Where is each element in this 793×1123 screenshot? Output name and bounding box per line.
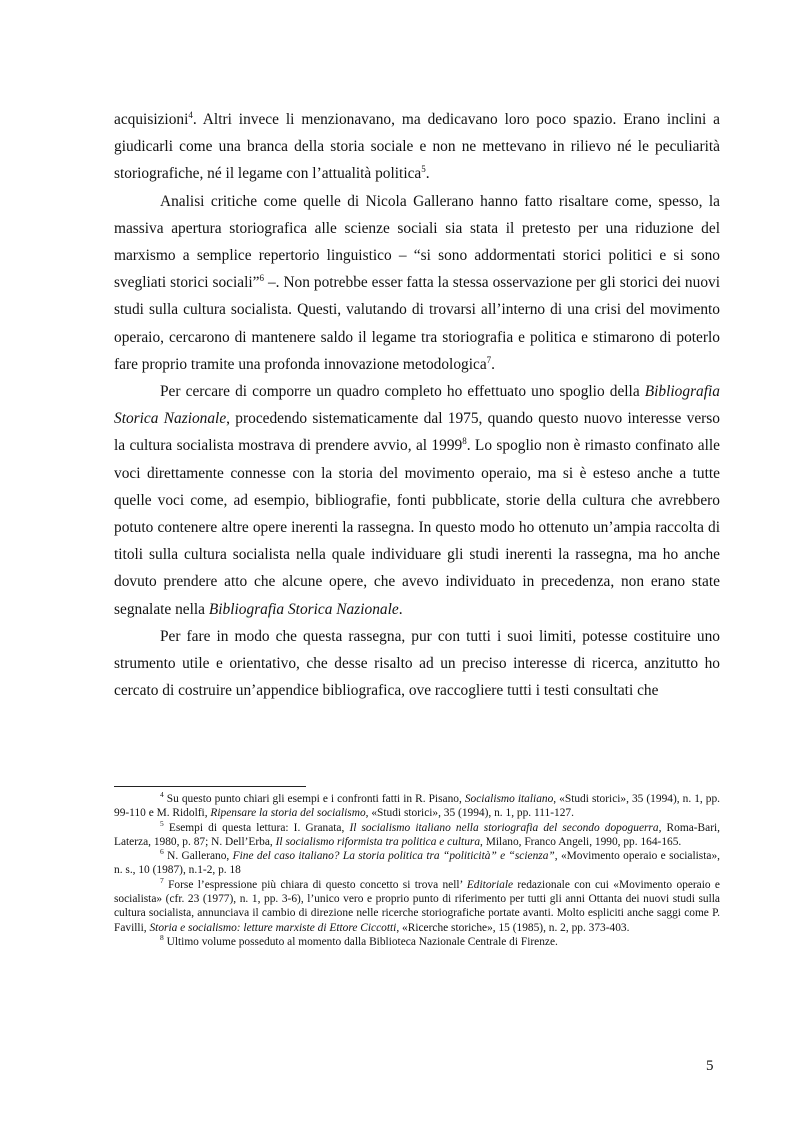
text: acquisizioni <box>114 111 189 128</box>
footnote-5 <box>114 818 720 850</box>
paragraph-3 <box>114 378 720 623</box>
text: Su questo punto chiari gli esempi e i confronti fatti in R. Pisano, <box>163 793 465 805</box>
paragraph-4 <box>114 623 720 705</box>
footnote-number: 8 <box>160 933 164 943</box>
footnote-4 <box>114 792 720 821</box>
italic-title: Bibliografia Storica Nazionale <box>208 600 399 618</box>
italic-title: Il socialismo italiano nella storiografia del secondo dopoguerra <box>349 821 659 834</box>
paragraph-2 <box>114 188 720 378</box>
text: Forse l’espressione più chiara di questo concetto si trova nell’ <box>163 878 467 891</box>
text: . <box>491 355 496 373</box>
text: N. Gallerano, <box>163 850 233 863</box>
text: Esempi di questa lettura: I. Granata, <box>163 821 350 834</box>
text: Analisi critiche come quelle di Nicola Gallerano hanno fatto risaltare come, spesso, la massiva apertura storiografica alle scienze sociali sia stata il pretesto per una riduzione del marxismo a semplice repertorio linguistico – “si sono addormentati storici politici e si sono svegliati storici sociali” <box>114 192 720 292</box>
text: , Milano, Franco Angeli, 1990, pp. 164-165. <box>480 835 682 848</box>
italic-title: Ripensare la storia del socialismo <box>210 807 366 820</box>
italic-title: Storia e socialismo: letture marxiste di Ettore Ciccotti <box>149 921 397 934</box>
text: , Roma-Bari, Laterza, 1980, p. 87; N. Dell’Erba, <box>114 821 720 848</box>
text: . Lo spoglio non è rimasto confinato alle voci direttamente connesse con la storia del movimento operaio, ma si è esteso anche a tutte quelle voci come, ad esempio, bibliografie, fonti pubblicate, storie della cultura che avrebbero potuto contenere altre opere inerenti la rassegna. In questo modo ho ottenuto un’ampia raccolta di titoli sulla cultura socialista nella quale individuare gli studi inerenti la rassegna, ma ho anche dovuto prendere atto che alcune opere, che avevo individuato in precedenza, non erano state segnalate nella <box>114 437 720 618</box>
footnote-8 <box>114 935 720 949</box>
page-number: 5 <box>706 1058 714 1074</box>
footnote-ref-6[interactable]: 6 <box>259 273 265 284</box>
text: , «Movimento operaio e socialista», n. s., 10 (1987), n.1-2, p. 18 <box>114 850 721 877</box>
footnote-separator <box>114 786 306 787</box>
footnote-ref-7[interactable]: 7 <box>486 354 492 365</box>
text: , «Studi storici», 35 (1994), n. 1, pp. 111-127. <box>365 807 574 820</box>
footnote-ref-4[interactable]: 4 <box>188 109 193 120</box>
footnote-ref-5[interactable]: 5 <box>421 164 426 175</box>
italic-title: Socialismo italiano <box>464 793 554 805</box>
footnote-number: 4 <box>160 790 164 800</box>
text: Per cercare di comporre un quadro completo ho effettuato uno spoglio della <box>160 383 645 401</box>
text: . Altri invece li menzionavano, ma dedicavano loro poco spazio. Erano inclini a giudicarli come una branca della storia sociale e non ne mettevano in rilievo né le peculiarità storiografiche, né il legame con l’attualità politica <box>114 111 720 183</box>
italic-title: Fine del caso italiano? La storia politica tra “politicità” e “scienza” <box>232 850 555 863</box>
footnote-number: 7 <box>160 875 164 885</box>
body-text <box>114 106 720 704</box>
footnote-6 <box>114 849 720 878</box>
italic-title: Bibliografia Storica Nazionale <box>114 383 720 428</box>
text: . <box>425 165 430 183</box>
paragraph-1 <box>114 106 720 188</box>
text: redazionale con cui «Movimento operaio e socialista» (cfr. 23 (1977), n. 1, pp. 3-6), l’unico vero e proprio punto di riferimento per tutti gli anni Ottanta dei nuovi studi sulla cultura socialista, annunciava il cambio di direzione nelle ricerche storiografiche portate avanti. Molto espliciti anche saggi come P. Favilli, <box>114 878 720 934</box>
italic-title: Editoriale <box>466 878 514 891</box>
footnotes <box>114 792 720 949</box>
text: , procedendo sistematicamente dal 1975, quando questo nuovo interesse verso la cultura socialista mostrava di prendere avvio, al 1999 <box>114 410 720 455</box>
text: Per fare in modo che questa rassegna, pur con tutti i suoi limiti, potesse costituire uno strumento utile e orientativo, che desse risalto ad un preciso interesse di ricerca, anzitutto ho cercato di costruire un’appendice bibliografica, ove raccogliere tutti i testi consultati che <box>114 627 720 700</box>
italic-title: Il socialismo riformista tra politica e cultura <box>275 835 481 848</box>
footnote-7 <box>114 875 720 935</box>
text: –. Non potrebbe esser fatta la stessa osservazione per gli storici dei nuovi studi sulla cultura socialista. Questi, valutando di trovarsi all’interno di una crisi del movimento operaio, cercarono di mantenere saldo il legame tra storiografia e politica e stimarono di poterlo fare proprio tramite una profonda innovazione metodologica <box>114 274 720 373</box>
footnote-number: 6 <box>160 847 164 857</box>
footnote-number: 5 <box>160 818 164 828</box>
text: Ultimo volume posseduto al momento dalla Biblioteca Nazionale Centrale di Firenze. <box>163 935 558 948</box>
text: , «Ricerche storiche», 15 (1985), n. 2, pp. 373-403. <box>396 921 630 934</box>
text: , «Studi storici», 35 (1994), n. 1, pp. 99-110 e M. Ridolfi, <box>114 793 720 820</box>
text: . <box>398 600 403 618</box>
footnote-ref-8[interactable]: 8 <box>462 436 467 447</box>
